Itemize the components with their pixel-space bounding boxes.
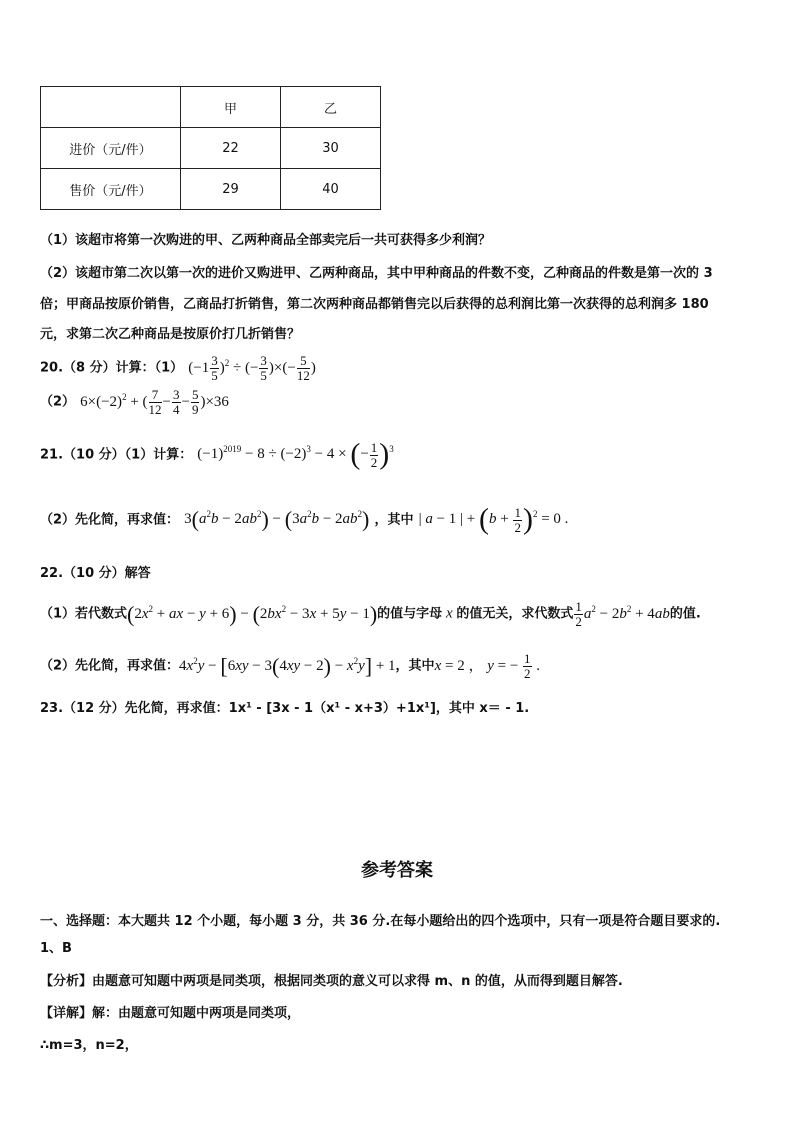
q22-var-x: x <box>442 605 457 622</box>
q21-part1 <box>40 440 394 470</box>
q21-condition: | a − 1 | + (b + $\frac{1}{2}$ )$^2$ = 0 . <box>418 503 569 536</box>
q21-part2-head: （2）先化简，再求值： <box>40 512 180 528</box>
q20-expr1: (−1 $\frac{3}{5}$ )$^2$ ÷ (− $\frac{3}{5}$ )×(− $\frac{5}{12}$ ) <box>188 353 316 383</box>
answers-section: 一、选择题：本大题共 12 个小题，每小题 3 分，共 36 分.在每小题给出的四个选项中，只有一项是符合题目要求的. <box>40 914 721 929</box>
q20-head: 20.（8 分）计算：（1） <box>40 360 184 376</box>
table-cell: 进价（元/件） <box>41 128 181 169</box>
table-header-cell <box>41 87 181 128</box>
q22-part1 <box>40 600 701 628</box>
q19-part2-line3: 元，求第二次乙种商品是按原价打几折销售？ <box>40 327 301 342</box>
table-cell: 售价（元/件） <box>41 169 181 210</box>
table-header-cell: 甲 <box>181 87 281 128</box>
table-cell: 29 <box>181 169 281 210</box>
q20-expr2: $6\times(-2)^2$ + ( $\frac{7}{12}$ − $\frac{3}{4}$ − $\frac{5}{9}$ )×36 <box>80 387 229 417</box>
q19-part2-line2: 倍；甲商品按原价销售，乙商品打折销售，第二次两种商品都销售完以后获得的总利润比第一次获得的总利润多 180 <box>40 297 709 312</box>
q22-expr1b: $\frac{1}{2}$ $a^2 - 2b^2 + 4ab$ <box>575 599 670 629</box>
q19-part2-line1: （2）该超市第二次以第一次的进价又购进甲、乙两种商品，其中甲种商品的件数不变，乙种商品的件数是第一次的 3 <box>40 266 713 281</box>
q21-where: ，其中 <box>374 512 414 528</box>
q23-text: 23.（12 分）先化简，再求值：1x¹ - [3x - 1（x¹ - x+3）+1x¹]，其中 x＝ - 1. <box>40 701 530 716</box>
price-table <box>40 86 381 210</box>
q22-expr1: ($2x^2$ + ax − $y + 6) - (2bx^2 - 3x + 5y - 1)$ <box>127 601 378 627</box>
answer-detail: 【详解】解：由题意可知题中两项是同类项， <box>40 1006 301 1021</box>
q22-part1-head: （1）若代数式 <box>40 606 128 622</box>
answer-item-1: 1、B <box>40 941 72 956</box>
q21-head: 21.（10 分）（1）计算： <box>40 447 193 463</box>
table-header-cell: 乙 <box>281 87 381 128</box>
q19-part1: （1）该超市将第一次购进的甲、乙两种商品全部卖完后一共可获得多少利润？ <box>40 233 492 248</box>
answers-title: 参考答案 <box>361 860 433 881</box>
q22-expr2: $4x^2y - [6xy - 3(4xy - 2) - x^2y] + 1$ <box>179 653 396 679</box>
table-cell: 40 <box>281 169 381 210</box>
q20-part1 <box>40 354 316 382</box>
q20-part2-head: （2） <box>40 394 76 410</box>
q22-part1-mid: 的值与字母 <box>377 606 443 622</box>
table-cell: 30 <box>281 128 381 169</box>
answer-result: ∴m=3，n=2， <box>40 1038 138 1053</box>
table-header-row <box>41 87 381 128</box>
q21-expr1: $(-1)^{2019} - 8 \div (-2)^3 - 4$ × (− $\frac{1}{2}$ )$^3$ <box>197 438 394 471</box>
q22-condition: x = 2 ， y = − $\frac{1}{2}$ . <box>434 651 541 681</box>
q22-part1-tail: 的值. <box>669 606 701 622</box>
table-row <box>41 169 381 210</box>
table-row <box>41 128 381 169</box>
table-cell: 22 <box>181 128 281 169</box>
answer-analysis: 【分析】由题意可知题中两项是同类项，根据同类项的意义可以求得 m、n 的值，从而得到题目解答. <box>40 974 623 989</box>
q22-where: ，其中 <box>395 658 435 674</box>
q21-expr2: $3(a^2b - 2ab^2) - (3a^2b - 2ab^2)$ <box>184 507 370 532</box>
q22-part1-mid2: 的值无关，求代数式 <box>456 606 574 622</box>
q22-part2-head: （2）先化简，再求值： <box>40 658 180 674</box>
q22-head: 22.（10 分）解答 <box>40 566 151 581</box>
q22-part2 <box>40 652 540 680</box>
q20-part2 <box>40 388 229 416</box>
q21-part2 <box>40 505 568 535</box>
